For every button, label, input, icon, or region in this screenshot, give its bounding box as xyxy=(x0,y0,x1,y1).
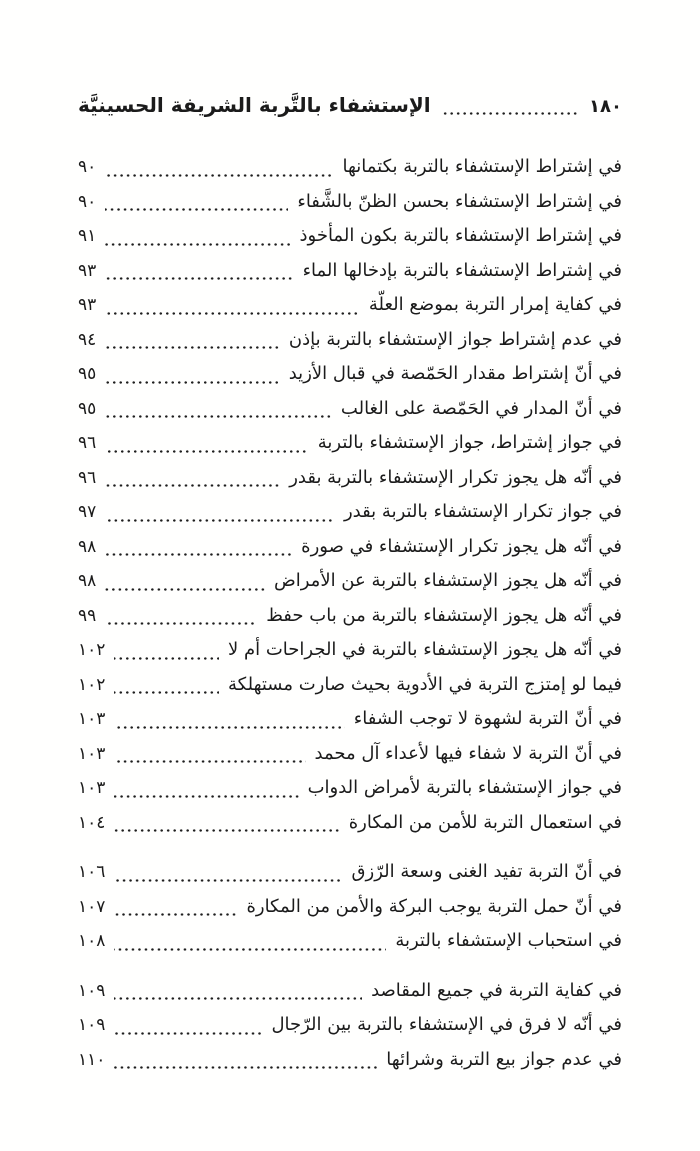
toc-entry-page-number: ١٠٣ xyxy=(78,778,106,798)
toc-entry-page-number: ١٠٩ xyxy=(78,980,106,1001)
dot-leader xyxy=(114,1066,377,1069)
toc-entry-title: في أنّه هل يجوز تكرار الإستشفاء بالتربة بقدر xyxy=(289,466,622,488)
toc-entry xyxy=(78,974,622,1009)
toc-entry-title: في أنّه لا فرق في الإستشفاء بالتربة بين الرّجال xyxy=(271,1014,622,1035)
dot-leader xyxy=(440,112,580,115)
dot-leader xyxy=(105,346,280,349)
toc-entry-page-number: ٩٧ xyxy=(78,502,97,522)
toc-entry-title: في عدم إشتراط جواز الإستشفاء بالتربة بإذن xyxy=(288,328,622,350)
dot-leader xyxy=(105,519,335,522)
toc-entry-title: في أنّ التربة تفيد الغنى وسعة الرّزق xyxy=(351,861,622,882)
toc-entry xyxy=(78,890,622,925)
toc-entry-page-number: ١٠٢ xyxy=(78,674,106,695)
dot-leader xyxy=(105,312,360,315)
dot-leader xyxy=(105,381,279,384)
toc-entry-page-number: ١٠٤ xyxy=(78,812,106,833)
dot-leader xyxy=(105,553,292,556)
running-header-title: الإستشفاء بالتَّربة الشريفة الحسينيَّة xyxy=(78,93,431,117)
toc-entry xyxy=(78,530,622,565)
toc-entry xyxy=(78,1043,622,1078)
toc-entry-title: في أنّ التربة لا شفاء فيها لأعداء آل محمد xyxy=(314,742,622,764)
dot-leader xyxy=(105,622,257,625)
dot-leader xyxy=(105,277,293,280)
dot-leader xyxy=(114,913,237,916)
toc-entry-page-number: ١٠٣ xyxy=(78,743,106,764)
toc-entry-title: في أنّه هل يجوز تكرار الإستشفاء في صورة xyxy=(301,535,622,557)
toc-entry xyxy=(78,564,622,599)
toc-entry xyxy=(78,288,622,323)
toc-entry xyxy=(78,855,622,890)
toc-entry-page-number: ٩٠ xyxy=(78,157,97,177)
toc-entry xyxy=(78,806,622,841)
toc-entry-title: في عدم جواز بيع التربة وشرائها xyxy=(386,1048,622,1070)
toc-entry xyxy=(78,323,622,358)
toc-entry-page-number: ٩٥ xyxy=(78,398,97,419)
toc-entry xyxy=(78,254,622,289)
toc-entry-title: في أنّ إشتراط مقدار الحَمّصة في قبال الأزيد xyxy=(288,363,622,384)
toc-entry-title: في أنّ التربة لشهوة لا توجب الشفاء xyxy=(353,708,622,729)
toc-entry-title: في أنّه هل يجوز الإستشفاء بالتربة عن الأمراض xyxy=(273,570,622,591)
toc-entry-page-number: ٩١ xyxy=(78,226,97,246)
toc-entry xyxy=(78,668,622,703)
dot-leader xyxy=(114,726,344,729)
toc-entry-page-number: ٩٦ xyxy=(78,433,97,453)
toc-entry xyxy=(78,150,622,185)
toc-entry-title: في إشتراط الإستشفاء بالتربة بكتمانها xyxy=(342,156,622,177)
dot-leader xyxy=(114,760,305,763)
toc-entry-page-number: ٩٥ xyxy=(78,364,97,384)
toc-entry-page-number: ١٠٢ xyxy=(78,640,106,660)
toc-entry xyxy=(78,185,622,220)
toc-entry xyxy=(78,599,622,634)
toc-entry xyxy=(78,357,622,392)
toc-entry xyxy=(78,633,622,668)
dot-leader xyxy=(105,208,288,211)
toc-entry xyxy=(78,771,622,806)
toc-entry-page-number: ١٠٩ xyxy=(78,1015,106,1035)
toc-entry-title: في أنّ المدار في الحَمّصة على الغالب xyxy=(340,397,622,419)
toc-entry-page-number: ٩٨ xyxy=(78,571,97,591)
toc-entry-page-number: ١٠٦ xyxy=(78,862,106,882)
toc-entry-page-number: ٩٣ xyxy=(78,260,97,281)
dot-leader xyxy=(105,174,333,177)
toc-entry-page-number: ١٠٣ xyxy=(78,709,106,729)
dot-leader xyxy=(114,1032,262,1035)
toc-entry xyxy=(78,737,622,772)
toc-entry xyxy=(78,1008,622,1043)
toc-entry-page-number: ١٠٧ xyxy=(78,896,106,917)
toc-entry-page-number: ٩٨ xyxy=(78,536,97,557)
dot-leader xyxy=(114,948,386,951)
dot-leader xyxy=(105,588,265,591)
dot-leader xyxy=(105,243,290,246)
toc-entry-title: في استعمال التربة للأمن من المكارة xyxy=(348,811,622,833)
running-header xyxy=(78,90,622,122)
toc-entry-title: في أنّه هل يجوز الإستشفاء بالتربة في الجراحات أم لا xyxy=(227,639,622,660)
dot-leader xyxy=(114,997,362,1000)
toc-entry xyxy=(78,702,622,737)
toc-entry-page-number: ٩٣ xyxy=(78,295,97,315)
dot-leader xyxy=(114,691,219,694)
dot-leader xyxy=(114,879,342,882)
running-header-page-number: ١٨٠ xyxy=(589,96,622,117)
toc-entry-title: في إشتراط الإستشفاء بالتربة بكون المأخوذ xyxy=(299,225,622,246)
dot-leader xyxy=(105,484,280,487)
toc-entry-title: فيما لو إمتزج التربة في الأدوية بحيث صارت مستهلكة xyxy=(228,673,622,695)
toc-entry-title: في جواز إشتراط، جواز الإستشفاء بالتربة xyxy=(317,432,622,453)
toc-entry-page-number: ١١٠ xyxy=(78,1049,106,1070)
toc-entry xyxy=(78,461,622,496)
toc-entry xyxy=(78,924,622,959)
toc-entry-page-number: ٩٩ xyxy=(78,605,97,626)
toc-entry-title: في كفاية إمرار التربة بموضع العلّة xyxy=(368,294,622,315)
toc-entry xyxy=(78,219,622,254)
toc-entry xyxy=(78,426,622,461)
toc-entry-title: في جواز تكرار الإستشفاء بالتربة بقدر xyxy=(343,501,622,522)
toc-entry-title: في أنّه هل يجوز الإستشفاء بالتربة من باب حفظ xyxy=(266,604,622,626)
toc-entry-title: في كفاية التربة في جميع المقاصد xyxy=(371,979,622,1001)
dot-leader xyxy=(114,829,339,832)
toc-entry-page-number: ١٠٨ xyxy=(78,931,106,951)
toc-entry xyxy=(78,495,622,530)
toc-list xyxy=(78,150,622,1077)
dot-leader xyxy=(105,415,332,418)
toc-entry-page-number: ٩٠ xyxy=(78,191,97,212)
toc-entry-title: في استحباب الإستشفاء بالتربة xyxy=(395,930,622,951)
toc-entry-title: في إشتراط الإستشفاء بحسن الظنّ بالشَّفاء xyxy=(297,190,622,212)
toc-entry-title: في أنّ حمل التربة يوجب البركة والأمن من المكارة xyxy=(246,895,622,917)
dot-leader xyxy=(114,795,298,798)
toc-entry-page-number: ٩٦ xyxy=(78,467,97,488)
dot-leader xyxy=(105,450,308,453)
toc-entry-page-number: ٩٤ xyxy=(78,329,97,350)
dot-leader xyxy=(114,657,219,660)
toc-entry-title: في إشتراط الإستشفاء بالتربة بإدخالها الماء xyxy=(302,259,622,281)
toc-entry xyxy=(78,392,622,427)
toc-entry-title: في جواز الإستشفاء بالتربة لأمراض الدواب xyxy=(307,777,622,798)
